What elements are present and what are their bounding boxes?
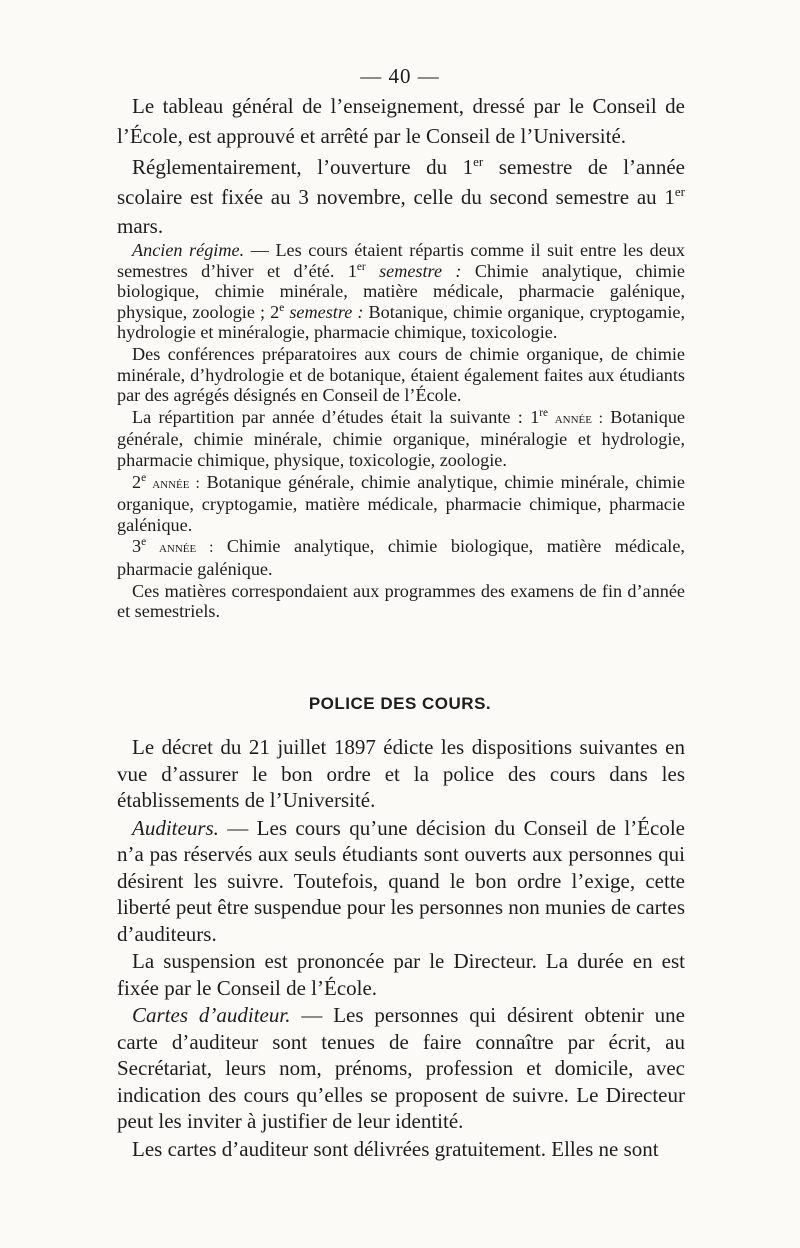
paragraph-text: — Les personnes qui désirent obtenir une carte d’auditeur sont tenues de faire connaître par écrit, au Secrétariat, leurs nom, prénoms, profession et domicile, avec indication des cours qu’elles se proposent de suivre. Le Directeur peut les inviter à justifier de leur identité. bbox=[117, 1003, 685, 1133]
paragraph-text: Chimie analytique, chimie biologique, chimie minérale, matière médicale, pharmacie galénique, physique, zoologie ; bbox=[117, 260, 685, 322]
superscript: re bbox=[539, 406, 549, 419]
superscript: e bbox=[279, 301, 285, 314]
page-number: — 40 — bbox=[360, 64, 440, 88]
run-in-title: Cartes d’auditeur. bbox=[132, 1003, 291, 1027]
superscript: e bbox=[141, 536, 147, 549]
paragraph-text: Ces matières correspondaient aux programmes des examens de fin d’année et semestriels. bbox=[117, 580, 685, 622]
paragraph-semester-dates bbox=[117, 153, 685, 242]
year-label: année : bbox=[548, 409, 603, 427]
paragraph-cartes-gratuites bbox=[117, 1136, 685, 1163]
superscript: er bbox=[356, 260, 366, 273]
paragraph-text: Botanique générale, chimie analytique, chimie minérale, chimie organique, cryptogamie, matière médicale, pharmacie chimique, pharmacie galénique. bbox=[117, 471, 685, 535]
paragraph-text: Botanique, chimie organique, cryptogamie, hydrologie et minéralogie, pharmacie chimique, toxicologie. bbox=[117, 301, 685, 343]
ordinal-number: 2 bbox=[132, 471, 142, 492]
paragraph-text: — Les cours qu’une décision du Conseil de l’École n’a pas réservés aux seuls étudiants sont ouverts aux personnes qui désirent les suivre. Toutefois, quand le bon ordre l’exige, cette liberté peut être suspendue pour les personnes non munies de cartes d’auditeurs. bbox=[117, 815, 685, 946]
superscript: e bbox=[141, 471, 147, 484]
paragraph-auditeurs bbox=[117, 815, 685, 948]
paragraph-text: mars. bbox=[117, 214, 164, 238]
run-in-title: Auditeurs. bbox=[132, 815, 219, 840]
year-label: année : bbox=[146, 539, 214, 557]
paragraph-text: semestre de l’année scolaire est fixée au 3 novembre, celle du second semestre au 1 bbox=[117, 155, 685, 209]
paragraph-text: La répartition par année d’études était la suivante : bbox=[132, 406, 531, 427]
year-label: année : bbox=[146, 474, 200, 492]
ordinal-number: 3 bbox=[132, 536, 142, 557]
paragraph-third-year bbox=[117, 536, 685, 579]
section-heading: POLICE DES COURS. bbox=[308, 694, 492, 713]
semester-label: semestre : bbox=[284, 301, 364, 322]
paragraph-text: — Les cours étaient répartis comme il suit entre les deux semestres d’hiver et d’été. bbox=[117, 240, 686, 281]
ordinal-number: 1 bbox=[347, 260, 357, 281]
paragraph-second-year bbox=[117, 472, 685, 536]
superscript: er bbox=[473, 154, 484, 169]
paragraph-text: Les cartes d’auditeur sont délivrées gratuitement. Elles ne sont bbox=[132, 1136, 659, 1161]
police-des-cours-section bbox=[117, 734, 685, 1162]
paragraph-ancien-regime bbox=[117, 240, 685, 343]
ancien-regime-section bbox=[117, 240, 685, 622]
paragraph-text: Le décret du 21 juillet 1897 édicte les dispositions suivantes en vue d’assurer le bon ordre et la police des cours dans les établissements de l’Université. bbox=[117, 735, 685, 812]
paragraph-text: Réglementairement, l’ouverture du 1 bbox=[132, 155, 474, 179]
paragraph-text: Le tableau général de l’enseignement, dressé par le Conseil de l’École, est approuvé et arrêté par le Conseil de l’Université. bbox=[117, 94, 685, 148]
paragraph-text: La suspension est prononcée par le Directeur. La durée en est fixée par le Conseil de l’École. bbox=[117, 949, 685, 1000]
semester-label: semestre : bbox=[365, 260, 462, 281]
paragraph-decree bbox=[117, 734, 685, 814]
superscript: er bbox=[674, 183, 685, 199]
paragraph-text: Chimie analytique, chimie biologique, matière médicale, pharmacie galénique. bbox=[117, 536, 685, 579]
paragraph-first-year bbox=[117, 407, 685, 471]
paragraph-suspension bbox=[117, 948, 685, 1001]
paragraph-text: Des conférences préparatoires aux cours de chimie organique, de chimie minérale, d’hydrologie et de botanique, étaient également faites aux étudiants par des agrégés désignés en Conseil de l’École. bbox=[117, 343, 685, 406]
ordinal-number: 2 bbox=[270, 301, 280, 322]
paragraph-programmes bbox=[117, 581, 685, 622]
paragraph-cartes-auditeur bbox=[117, 1002, 685, 1135]
ordinal-number: 1 bbox=[530, 406, 540, 427]
paragraph-general-table bbox=[117, 92, 685, 151]
intro-section bbox=[117, 92, 685, 242]
run-in-title: Ancien régime. bbox=[132, 240, 245, 260]
paragraph-text: Botanique générale, chimie minérale, chimie organique, minéralogie et hydrologie, pharmacie chimique, physique, toxicologie, zoologie. bbox=[117, 406, 685, 470]
paragraph-conferences bbox=[117, 344, 685, 406]
